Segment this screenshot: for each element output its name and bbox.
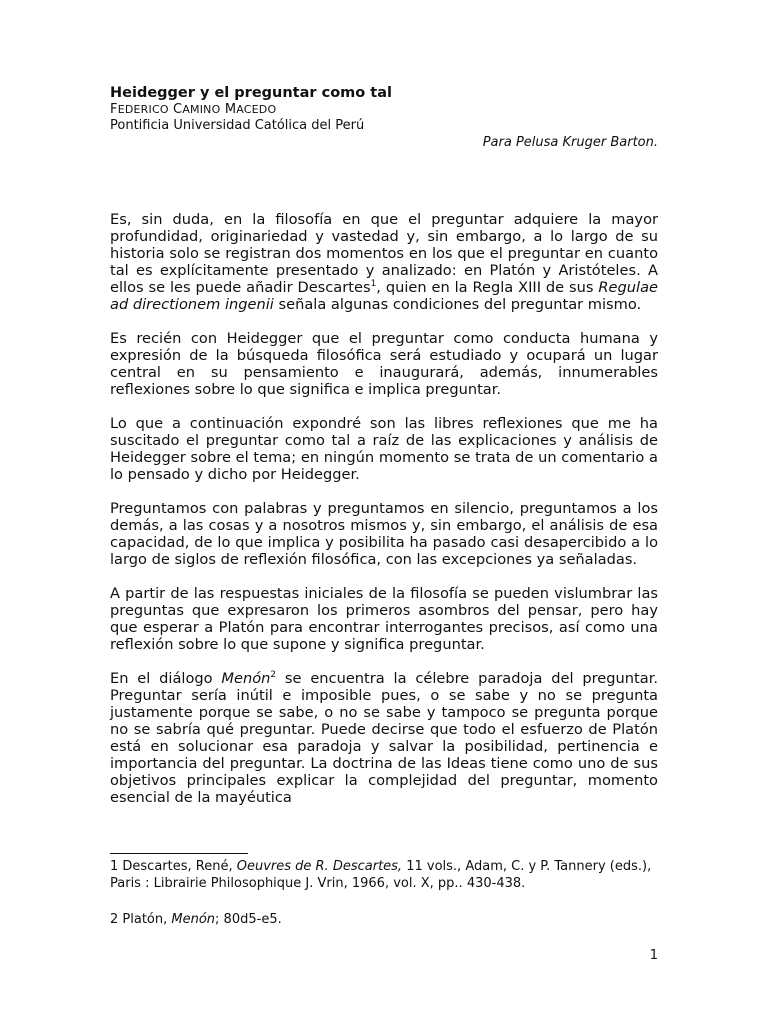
footnote-ref-2: 2 bbox=[270, 670, 277, 681]
author-name bbox=[110, 102, 658, 118]
footnote-2-italic: Menón bbox=[171, 912, 216, 927]
paragraph-4: Preguntamos con palabras y preguntamos en silencio, preguntamos a los demás, a las cosas y a nosotros mismos y, sin embargo, el análisis de esa capacidad, de lo que implica y posibilita ha pasado casi desapercibido a lo largo de siglos de reflexión filosófica, con las excepciones ya señaladas. bbox=[110, 500, 658, 568]
paragraph-6-text-a: En el diálogo bbox=[110, 670, 222, 687]
document-header bbox=[110, 84, 658, 151]
footnote-ref-1: 1 bbox=[370, 279, 377, 290]
paragraph-5: A partir de las respuestas iniciales de la filosofía se pueden vislumbrar las preguntas que expresaron los primeros asombros del pensar, pero hay que esperar a Platón para encontrar interrogantes precisos, así como una reflexión sobre lo que supone y significa preguntar. bbox=[110, 585, 658, 653]
author-affiliation: Pontificia Universidad Católica del Perú bbox=[110, 118, 365, 133]
author-third-rest: ACEDO bbox=[236, 103, 277, 116]
paragraph-6-italic-title: Menón bbox=[221, 670, 271, 687]
author-first-initial: F bbox=[110, 102, 118, 117]
dedication: Para Pelusa Kruger Barton. bbox=[482, 135, 658, 150]
paragraph-6 bbox=[110, 670, 658, 806]
footnote-1-italic: Oeuvres de R. Descartes, bbox=[236, 859, 403, 874]
paragraph-1-italic-title: Regulae ad directionem ingenii bbox=[110, 279, 658, 313]
paragraph-1 bbox=[110, 211, 658, 313]
footnote-2 bbox=[110, 911, 658, 928]
author-second-initial: C bbox=[173, 102, 183, 117]
paragraph-1-text-a: Es, sin duda, en la filosofía en que el preguntar adquiere la mayor profundidad, originariedad y vastedad y, sin embargo, a lo largo de su historia solo se registran dos momentos en los que el preguntar en cuanto tal es explícitamente presentado y analizado: en Platón y Aristóteles. A ellos se les puede añadir Descartes bbox=[110, 211, 658, 296]
page-number: 1 bbox=[649, 948, 658, 963]
author-third-initial: M bbox=[224, 102, 237, 117]
paragraph-2: Es recién con Heidegger que el preguntar como conducta humana y expresión de la búsqueda filosófica será estudiado y ocupará un lugar central en su pensamiento e inaugurará, además, innumerables reflexiones sobre lo que significa e implica preguntar. bbox=[110, 330, 658, 398]
paragraph-3: Lo que a continuación expondré son las libres reflexiones que me ha suscitado el preguntar como tal a raíz de las explicaciones y análisis de Heidegger sobre el tema; en ningún momento se trata de un comentario a lo pensado y dicho por Heidegger. bbox=[110, 415, 658, 483]
footnote-separator bbox=[110, 853, 248, 854]
footnote-2-text-b: ; 80d5-e5. bbox=[215, 912, 282, 927]
paragraph-6-text-b: se encuentra la célebre paradoja del preguntar. Preguntar sería inútil e imposible pues, o se sabe y no se pregunta justamente porque se sabe, o no se sabe y tampoco se pregunta porque no se sabría qué preguntar. Puede decirse que todo el esfuerzo de Platón está en solucionar esa paradoja y salvar la posibilidad, pertinencia e importancia del preguntar. La doctrina de las Ideas tiene como uno de sus objetivos principales explicar la complejidad del preguntar, momento esencial de la mayéutica bbox=[110, 670, 658, 806]
paragraph-1-text-c: señala algunas condiciones del preguntar mismo. bbox=[273, 296, 642, 313]
footnote-1-text-a: 1 Descartes, René, bbox=[110, 859, 237, 874]
paragraph-1-text-b: , quien en la Regla XIII de sus bbox=[376, 279, 599, 296]
footnote-2-text-a: 2 Platón, bbox=[110, 912, 172, 927]
author-first-rest: EDERICO bbox=[117, 103, 169, 116]
document-body bbox=[110, 211, 658, 823]
author-second-rest: AMINO bbox=[182, 103, 221, 116]
footnote-1-text-b: 11 vols., Adam, C. y P. Tannery (eds.), Paris : Librairie Philosophique J. Vrin, 1966, vol. X, pp.. 430-438. bbox=[110, 859, 652, 891]
footnote-1 bbox=[110, 858, 658, 892]
document-title: Heidegger y el preguntar como tal bbox=[110, 85, 392, 101]
